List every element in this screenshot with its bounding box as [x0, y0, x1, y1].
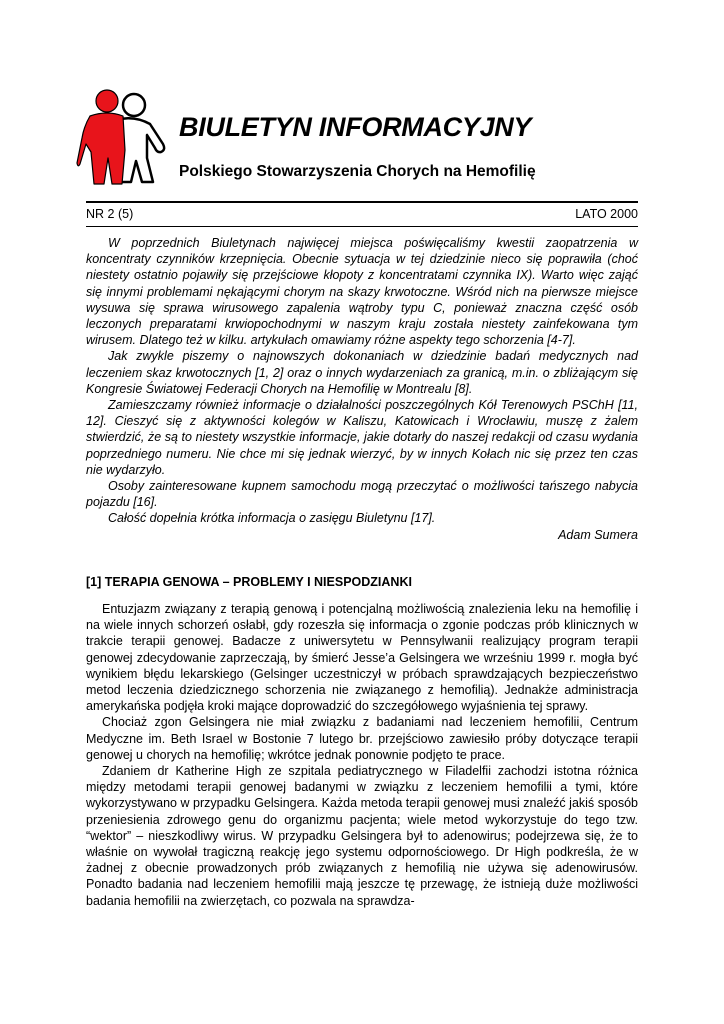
intro-paragraph: Osoby zainteresowane kupnem samochodu mogą przeczytać o możliwości tańszego nabycia pojazdu [16]. — [86, 479, 638, 510]
two-people-logo-icon — [76, 88, 168, 188]
section-heading: [1] TERAPIA GENOWA – PROBLEMY I NIESPODZIANKI — [86, 575, 412, 589]
section-paragraph: Chociaż zgon Gelsingera nie miał związku z badaniami nad leczeniem hemofilii, Centrum Medyczne im. Beth Israel w Bostonie 7 lutego br. przejściowo zawiesiło próby dotyczące terapii genowej u chorych na hemofilię; wkrótce jednak ponownie podjęto te prace. — [86, 715, 638, 762]
editorial-intro — [86, 235, 638, 543]
section-body — [86, 601, 638, 909]
bulletin-title: BIULETYN INFORMACYJNY — [179, 112, 532, 142]
section-paragraph: Zdaniem dr Katherine High ze szpitala pediatrycznego w Filadelfii zachodzi istotna różnica między metodami terapii genowej badanymi w związku z leczeniem hemofilii a tymi, które wykorzystywano w przypadku Gelsingera. Każda metoda terapii genowej musi znaleźć jakiś sposób przeniesienia zdrowego genu do organizmu pacjenta; wiele metod wykorzystuje do tego tzw. “wektor” – nieszkodliwy wirus. W przypadku Gelsingera był to adenowirus; podejrzewa się, że to właśnie on wywołał tragiczną reakcję jego systemu odpornościowego. Dr High podkreśla, że w żadnej z obecnie prowadzonych prób związanych z hemofilią nie używa się adenowirusów. Ponadto badania nad leczeniem hemofilii mają jeszcze tę przewagę, że istnieją duże możliwości badania hemofilii na zwierzętach, co pozwala na sprawdza- — [86, 764, 638, 908]
intro-paragraph: Zamieszczamy również informacje o działalności poszczególnych Kół Terenowych PSChH [11, 12]. Cieszyć się z aktywności kolegów w Kaliszu, Katowicach i Wrocławiu, muszę z żalem stwierdzić, że są to niestety wszystkie informacje, jakie dotarły do naszej redakcji od czasu wydania poprzedniego numeru. Nie chce mi się jednak wierzyć, by w innych Kołach nic się przez ten czas nie wydarzyło. — [86, 398, 638, 477]
issue-season: LATO 2000 — [575, 207, 638, 221]
logo-red-figure — [77, 90, 125, 184]
intro-paragraph: W poprzednich Biuletynach najwięcej miejsca poświęcaliśmy kwestii zaopatrzenia w koncentraty czynników krzepnięcia. Obecnie sytuacja w tej dziedzinie nieco się poprawiła (choć niestety ostatnio pojawiły się przejściowe kłopoty z koncentratami czynnika IX). Warto więc zająć się innymi problemami nękającymi chorym na skazy krwotoczne. Wśród nich na pierwsze miejsce wysuwa się sprawa wirusowego zapalenia wątroby typu C, ponieważ znaczna część osób leczonych preparatami krwiopochodnymi w naszym kraju została niestety zainfekowana tym wirusem. Dlatego też w kilku. artykułach omawiamy różne aspekty tego schorzenia [4-7]. — [86, 236, 638, 348]
editor-signature: Adam Sumera — [558, 527, 638, 542]
issue-number: NR 2 (5) — [86, 207, 134, 221]
header-rule-top — [86, 201, 638, 203]
bulletin-subtitle: Polskiego Stowarzyszenia Chorych na Hemofilię — [179, 163, 536, 180]
intro-paragraph: Całość dopełnia krótka informacja o zasięgu Biuletynu [17]. — [108, 511, 436, 526]
intro-paragraph: Jak zwykle piszemy o najnowszych dokonaniach w dziedzinie badań medycznych nad leczeniem skaz krwotocznych [1, 2] oraz o innych wydarzeniach za granicą, m.in. o zbliżającym się Kongresie Światowej Federacji Chorych na Hemofilię w Montrealu [8]. — [86, 349, 638, 396]
issue-info-row — [86, 207, 638, 221]
header-rule-bottom — [86, 226, 638, 227]
section-paragraph: Entuzjazm związany z terapią genową i potencjalną możliwością znalezienia leku na hemofilię i na wiele innych schorzeń osłabł, gdy rozeszła się informacja o zgonie podczas prób klinicznych w trakcie terapii genowej. Badacze z uniwersytetu w Pennsylwanii realizujący program terapii genowej zdecydowanie zaprzeczają, by śmierć Jesse’a Gelsingera we wrześniu 1999 r. mogła być wynikiem błędu lekarskiego (Gelsinger uczestniczył w próbach sprawdzających bezpieczeństwo metod leczenia dziedzicznego schorzenia nie związanego z hemofilią). Jednakże administracja amerykańska podjęła kroki mające doprowadzić do szczegółowego wyjaśnienia tej sprawy. — [86, 602, 638, 714]
